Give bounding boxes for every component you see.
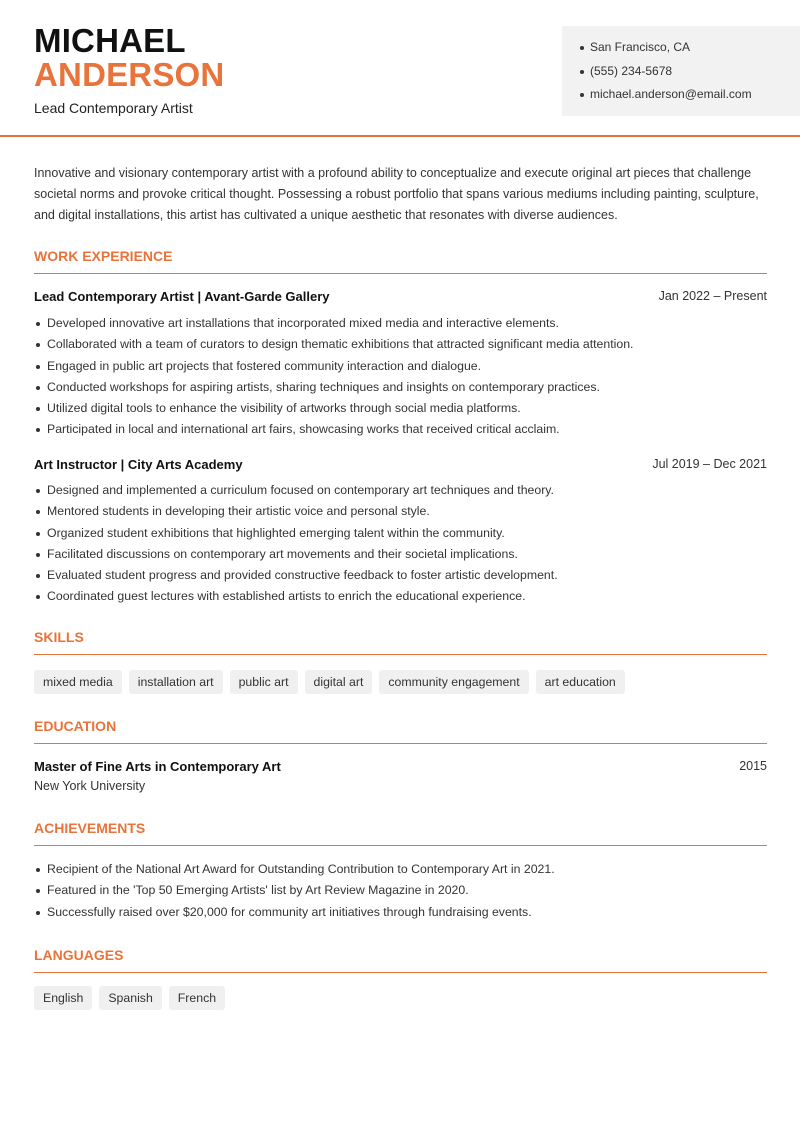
- job-dates: Jan 2022 – Present: [658, 289, 767, 303]
- list-item: Participated in local and international art fairs, showcasing works that received critical acclaim.: [34, 422, 767, 443]
- resume-body: [34, 163, 767, 1005]
- job-header: [34, 289, 767, 307]
- first-name: MICHAEL: [34, 22, 186, 59]
- list-item: Mentored students in developing their artistic voice and personal style.: [34, 504, 767, 525]
- resume-header: [0, 0, 800, 137]
- list-item: Collaborated with a team of curators to design thematic exhibitions that attracted significant media attention.: [34, 337, 767, 358]
- skill-tag: community engagement: [379, 670, 528, 694]
- section-title-achievements: ACHIEVEMENTS: [34, 820, 767, 846]
- achievement-bullets: [34, 862, 767, 926]
- list-item: Designed and implemented a curriculum focused on contemporary art techniques and theory.: [34, 483, 767, 504]
- list-item: Facilitated discussions on contemporary art movements and their societal implications.: [34, 547, 767, 568]
- section-title-languages: LANGUAGES: [34, 947, 767, 973]
- last-name: ANDERSON: [34, 56, 225, 93]
- job-role: Art Instructor | City Arts Academy: [34, 457, 243, 472]
- job-title: Lead Contemporary Artist: [34, 100, 193, 116]
- language-tags: [34, 986, 225, 1010]
- skill-tag: installation art: [129, 670, 223, 694]
- section-title-work: WORK EXPERIENCE: [34, 248, 767, 274]
- list-item: Developed innovative art installations that incorporated mixed media and interactive elements.: [34, 316, 767, 337]
- list-item: Utilized digital tools to enhance the visibility of artworks through social media platforms.: [34, 401, 767, 422]
- list-item: Coordinated guest lectures with established artists to enrich the educational experience.: [34, 589, 767, 610]
- list-item: Successfully raised over $20,000 for community art initiatives through fundraising events.: [34, 905, 767, 926]
- contact-phone: (555) 234-5678: [580, 64, 800, 88]
- skill-tag: digital art: [305, 670, 373, 694]
- job-role: Lead Contemporary Artist | Avant-Garde Gallery: [34, 289, 330, 304]
- list-item: Engaged in public art projects that fostered community interaction and dialogue.: [34, 359, 767, 380]
- list-item: Evaluated student progress and provided constructive feedback to foster artistic development.: [34, 568, 767, 589]
- list-item: Featured in the 'Top 50 Emerging Artists' list by Art Review Magazine in 2020.: [34, 883, 767, 904]
- language-tag: English: [34, 986, 92, 1010]
- section-title-skills: SKILLS: [34, 629, 767, 655]
- job-header: [34, 457, 767, 475]
- list-item: Recipient of the National Art Award for Outstanding Contribution to Contemporary Art in 2021.: [34, 862, 767, 883]
- language-tag: Spanish: [99, 986, 161, 1010]
- language-tag: French: [169, 986, 225, 1010]
- skill-tag: public art: [230, 670, 298, 694]
- list-item: Conducted workshops for aspiring artists, sharing techniques and insights on contemporary practices.: [34, 380, 767, 401]
- education-degree: Master of Fine Arts in Contemporary Art: [34, 759, 281, 774]
- job-bullets: [34, 483, 767, 611]
- job-bullets: [34, 316, 767, 444]
- summary-paragraph: Innovative and visionary contemporary artist with a profound ability to conceptualize and execute original art pieces that challenge societal norms and provoke critical thought. Possessing a robust portfolio that spans various mediums including painting, sculpture, and digital installations, this artist has cultivated a unique aesthetic that resonates with diverse audiences.: [34, 166, 759, 222]
- skills-tags: [34, 670, 625, 694]
- skill-tag: mixed media: [34, 670, 122, 694]
- contact-location: San Francisco, CA: [580, 40, 800, 64]
- list-item: Organized student exhibitions that highlighted emerging talent within the community.: [34, 526, 767, 547]
- job-dates: Jul 2019 – Dec 2021: [652, 457, 767, 471]
- section-title-education: EDUCATION: [34, 718, 767, 744]
- contact-email[interactable]: michael.anderson@email.com: [580, 87, 800, 111]
- education-school: New York University: [34, 779, 146, 793]
- education-year: 2015: [739, 759, 767, 773]
- contact-box: [562, 26, 800, 116]
- skill-tag: art education: [536, 670, 625, 694]
